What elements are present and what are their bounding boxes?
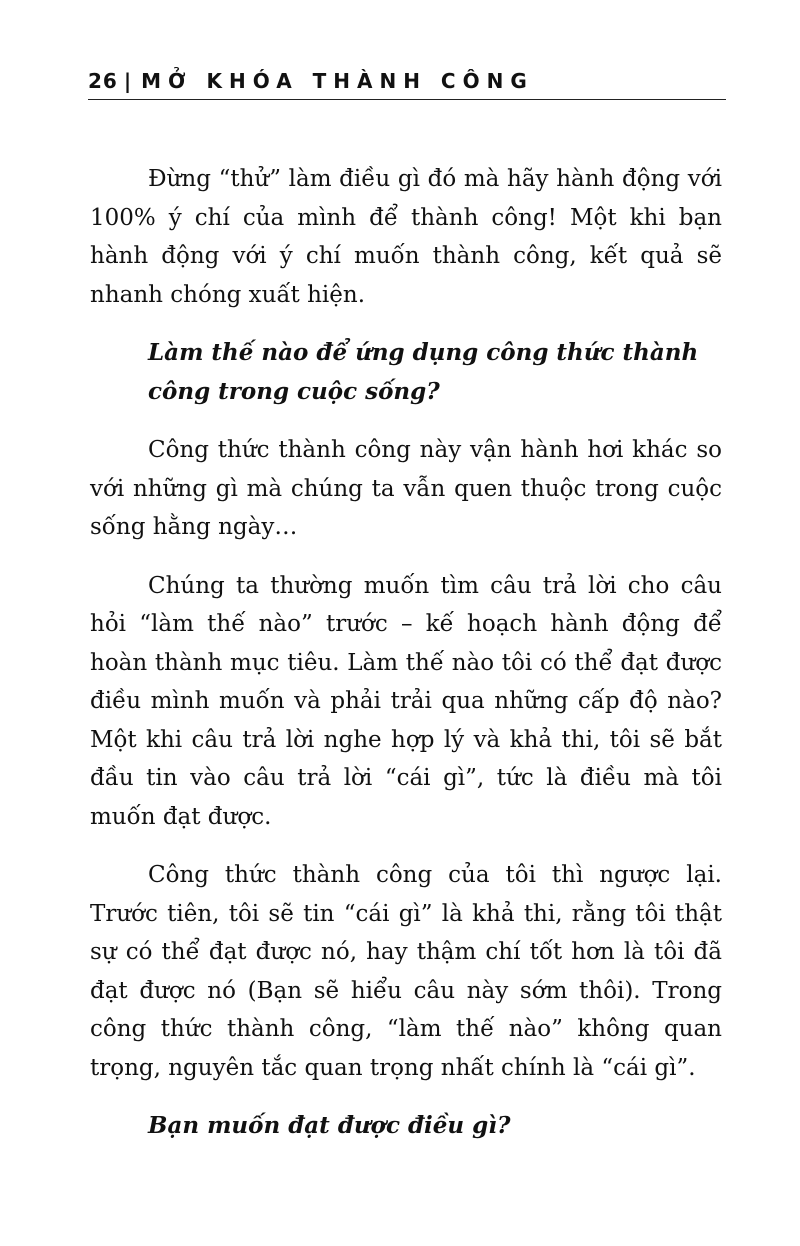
paragraph: Công thức thành công của tôi thì ngược lại. Trước tiên, tôi sẽ tin “cái gì” là khả thi, rằng tôi thật sự có thể đạt được nó, hay thậm chí tốt hơn là tôi đã đạt được nó (Bạn sẽ hiểu câu này sớm thôi). Trong công thức thành công, “làm thế nào” không quan trọng, nguyên tắc quan trọng nhất chính là “cái gì”. xyxy=(90,862,722,1081)
book-title: MỞ KHÓA THÀNH CÔNG xyxy=(141,69,534,93)
header-separator: | xyxy=(123,69,132,93)
section-heading: Bạn muốn đạt được điều gì? xyxy=(148,1112,511,1139)
paragraph: Công thức thành công này vận hành hơi khác so với những gì mà chúng ta vẫn quen thuộc trong cuộc sống hằng ngày… xyxy=(90,437,722,540)
page-number: 26 xyxy=(88,69,118,93)
paragraph: Đừng “thử” làm điều gì đó mà hãy hành động với 100% ý chí của mình để thành công! Một khi bạn hành động với ý chí muốn thành công, kết quả sẽ nhanh chóng xuất hiện. xyxy=(90,166,722,308)
section-heading: Làm thế nào để ứng dụng công thức thành công trong cuộc sống? xyxy=(148,339,699,405)
paragraph: Chúng ta thường muốn tìm câu trả lời cho câu hỏi “làm thế nào” trước – kế hoạch hành động để hoàn thành mục tiêu. Làm thế nào tôi có thể đạt được điều mình muốn và phải trải qua những cấp độ nào? Một khi câu trả lời nghe hợp lý và khả thi, tôi sẽ bắt đầu tin vào câu trả lời “cái gì”, tức là điều mà tôi muốn đạt được. xyxy=(90,572,722,830)
running-header xyxy=(88,64,728,98)
page-body xyxy=(90,160,722,1146)
header-rule xyxy=(88,99,726,100)
